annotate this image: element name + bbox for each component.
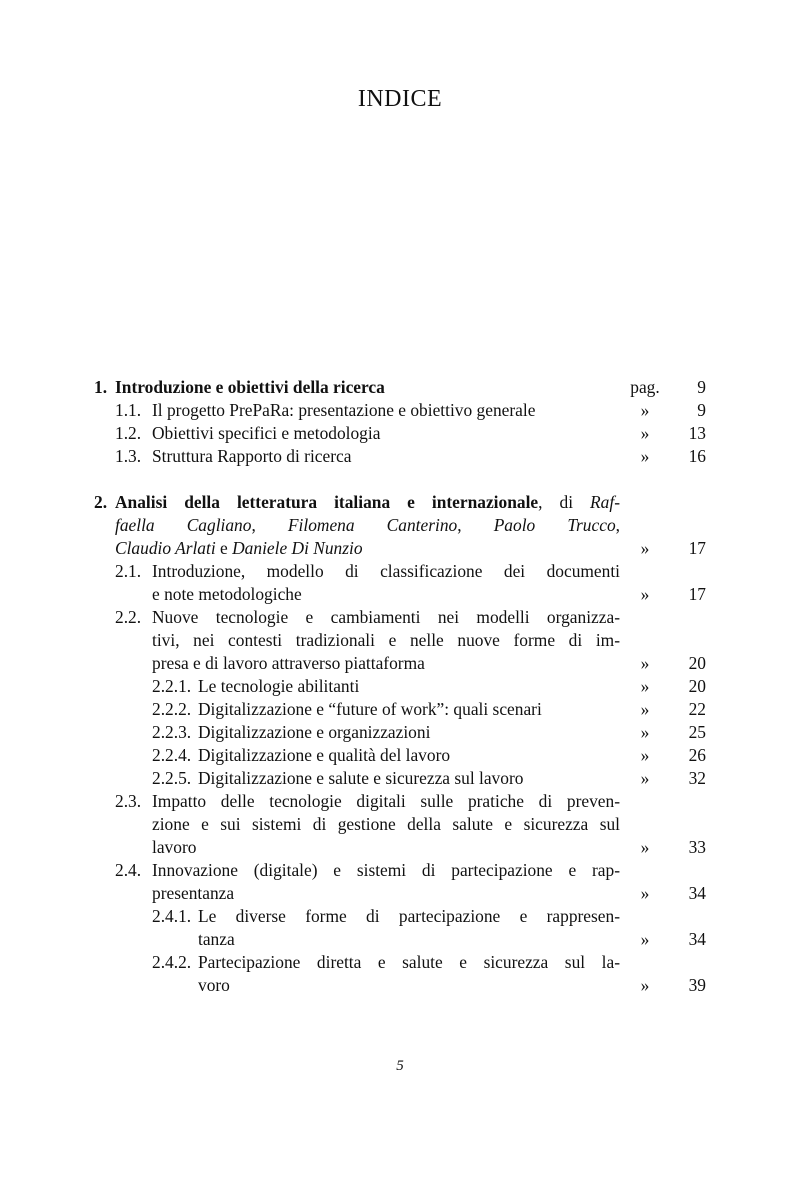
ditto-mark: » bbox=[640, 768, 650, 788]
toc-entry-2-2-2 bbox=[94, 698, 706, 721]
section-title: Digitalizzazione e salute e sicurezza sul lavoro bbox=[198, 768, 524, 788]
section-title: lavoro bbox=[152, 837, 197, 857]
page-number: 34 bbox=[688, 883, 706, 903]
ditto-mark: » bbox=[640, 400, 650, 420]
section-number: 2.2. bbox=[115, 607, 142, 627]
author-name: faella Cagliano bbox=[115, 515, 252, 535]
toc-entry-2-1-line-1 bbox=[94, 560, 706, 583]
section-number: 2.2.5. bbox=[152, 768, 192, 788]
toc-entry-2-4-1-line-1 bbox=[94, 905, 706, 928]
ditto-mark: » bbox=[640, 975, 650, 995]
section-title: Digitalizzazione e qualità del lavoro bbox=[198, 745, 451, 765]
section-title: Le tecnologie abilitanti bbox=[198, 676, 360, 696]
ditto-mark: » bbox=[640, 538, 650, 558]
ditto-mark: » bbox=[640, 699, 650, 719]
section-title: Digitalizzazione e organizzazioni bbox=[198, 722, 431, 742]
section-number: 2.3. bbox=[115, 791, 142, 811]
toc-chapter-2-line-3: Claudio Arlati e Daniele Di Nunzio » 17 bbox=[115, 538, 706, 558]
section-title: Digitalizzazione e “future of work”: quali scenari bbox=[198, 699, 542, 719]
section-number: 2.1. bbox=[115, 561, 142, 581]
section-title: Le diverse forme di partecipazione e rappresen- bbox=[198, 906, 620, 926]
section-title: Struttura Rapporto di ricerca bbox=[152, 446, 352, 466]
section-number: 2.2.2. bbox=[152, 699, 192, 719]
ditto-mark: » bbox=[640, 676, 650, 696]
section-title: tivi, nei contesti tradizionali e nelle nuove forme di im- bbox=[152, 630, 620, 650]
toc-entry-2-2-4 bbox=[94, 744, 706, 767]
ditto-mark: » bbox=[640, 745, 650, 765]
section-title: presentanza bbox=[152, 883, 235, 903]
section-number: 1.2. bbox=[115, 423, 142, 443]
toc-entry-1-2 bbox=[94, 422, 706, 445]
table-of-contents bbox=[94, 376, 706, 997]
page-number: 25 bbox=[688, 722, 706, 742]
toc-chapter-1 bbox=[94, 376, 706, 399]
section-title: e note metodologiche bbox=[152, 584, 302, 604]
page-number: 16 bbox=[688, 446, 706, 466]
section-title: voro bbox=[198, 975, 230, 995]
chapter-number: 2. bbox=[94, 492, 108, 512]
page-number: 9 bbox=[697, 400, 706, 420]
section-title: Obiettivi specifici e metodologia bbox=[152, 423, 381, 443]
section-number: 2.2.4. bbox=[152, 745, 192, 765]
page-number: 39 bbox=[688, 975, 706, 995]
ditto-mark: » bbox=[640, 722, 650, 742]
toc-entry-2-2-line-1 bbox=[94, 606, 706, 629]
page-number: 20 bbox=[688, 676, 706, 696]
toc-entry-2-2-5 bbox=[94, 767, 706, 790]
author-name: Claudio Arlati bbox=[115, 538, 216, 558]
toc-chapter-2-line-2: faella Cagliano, Filomena Canterino, Paolo Trucco, bbox=[115, 515, 620, 535]
toc-entry-2-4-line-2 bbox=[94, 882, 706, 905]
section-title: Innovazione (digitale) e sistemi di partecipazione e rap- bbox=[152, 860, 620, 880]
author-name: Raf- bbox=[590, 492, 620, 512]
section-title: presa e di lavoro attraverso piattaforma bbox=[152, 653, 425, 673]
section-title: Impatto delle tecnologie digitali sulle pratiche di preven- bbox=[152, 791, 620, 811]
page-footer-number: 5 bbox=[396, 1058, 404, 1074]
ditto-mark: » bbox=[640, 446, 650, 466]
toc-entry-2-4-2-line-2 bbox=[94, 974, 706, 997]
page-number: 33 bbox=[688, 837, 706, 857]
ditto-mark: » bbox=[640, 653, 650, 673]
page-number: 13 bbox=[688, 423, 706, 443]
author-prefix: , di bbox=[538, 492, 574, 512]
toc-entry-2-4-1-line-2 bbox=[94, 928, 706, 951]
ditto-mark: » bbox=[640, 584, 650, 604]
page-number: 22 bbox=[688, 699, 706, 719]
toc-entry-2-2-3 bbox=[94, 721, 706, 744]
chapter-title: Analisi della letteratura italiana e internazionale bbox=[115, 492, 539, 512]
page-number: 34 bbox=[688, 929, 706, 949]
toc-entry-2-4-line-1 bbox=[94, 859, 706, 882]
chapter-number: 1. bbox=[94, 377, 108, 397]
page-number: 17 bbox=[688, 538, 706, 558]
section-title: Il progetto PrePaRa: presentazione e obiettivo generale bbox=[152, 400, 536, 420]
toc-chapter-2-line-1 bbox=[94, 491, 706, 514]
section-number: 2.2.3. bbox=[152, 722, 192, 742]
toc-entry-2-1-line-2 bbox=[94, 583, 706, 606]
toc-entry-2-2-line-2 bbox=[94, 629, 706, 652]
toc-entry-1-3 bbox=[94, 445, 706, 468]
section-number: 1.3. bbox=[115, 446, 142, 466]
section-title: Nuove tecnologie e cambiamenti nei modelli organizza- bbox=[152, 607, 620, 627]
page-number: 9 bbox=[697, 377, 706, 397]
section-title: Introduzione, modello di classificazione dei documenti bbox=[152, 561, 620, 581]
ditto-mark: » bbox=[640, 423, 650, 443]
toc-entry-2-4-2-line-1 bbox=[94, 951, 706, 974]
section-number: 2.4.1. bbox=[152, 906, 192, 926]
section-number: 2.4.2. bbox=[152, 952, 192, 972]
author-name: Paolo Trucco bbox=[493, 515, 616, 535]
page-number: 26 bbox=[688, 745, 706, 765]
toc-entry-2-2-1 bbox=[94, 675, 706, 698]
ditto-mark: » bbox=[640, 883, 650, 903]
section-number: 2.4. bbox=[115, 860, 142, 880]
ditto-mark: » bbox=[640, 837, 650, 857]
page-label: pag. bbox=[630, 377, 660, 397]
toc-entry-2-3-line-2 bbox=[94, 813, 706, 836]
author-name: Filomena Canterino bbox=[287, 515, 458, 535]
toc-entry-2-3-line-3 bbox=[94, 836, 706, 859]
section-number: 2.2.1. bbox=[152, 676, 192, 696]
ditto-mark: » bbox=[640, 929, 650, 949]
toc-entry-2-2-line-3 bbox=[94, 652, 706, 675]
page-number: 32 bbox=[688, 768, 706, 788]
toc-entry-2-3-line-1 bbox=[94, 790, 706, 813]
author-name: Daniele Di Nunzio bbox=[232, 538, 363, 558]
section-title: Partecipazione diretta e salute e sicurezza sul la- bbox=[198, 952, 620, 972]
section-number: 1.1. bbox=[115, 400, 142, 420]
section-title: tanza bbox=[198, 929, 235, 949]
chapter-title: Introduzione e obiettivi della ricerca bbox=[115, 377, 385, 397]
page-number: 17 bbox=[688, 584, 706, 604]
toc-entry-1-1 bbox=[94, 399, 706, 422]
page-number: 20 bbox=[688, 653, 706, 673]
section-title: zione e sui sistemi di gestione della salute e sicurezza sul bbox=[152, 814, 620, 834]
page-title: INDICE bbox=[357, 86, 443, 112]
